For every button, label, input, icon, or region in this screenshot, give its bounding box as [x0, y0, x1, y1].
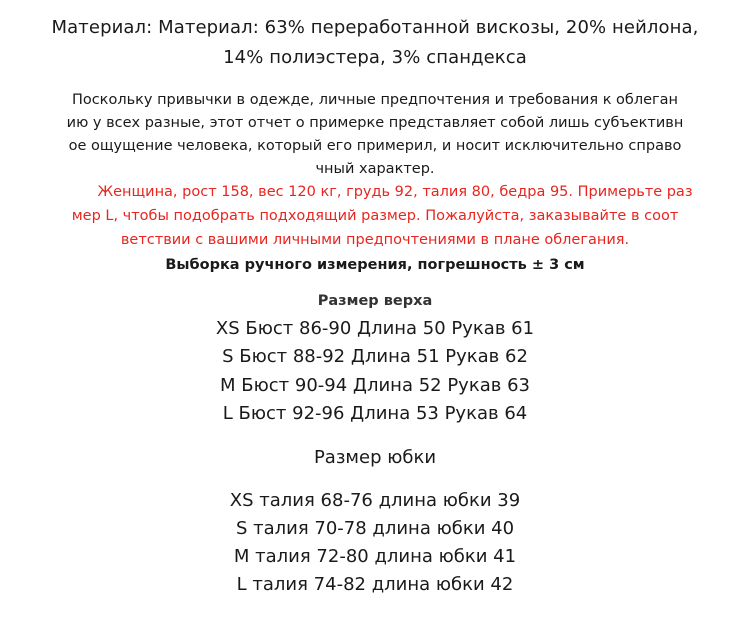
skirt-size-title: Размер юбки [313, 447, 437, 468]
skirt-size-row-m: M талия 72-80 длина юбки 41 [233, 546, 517, 567]
fit-report-line-3: ветствии с вашими личными предпочтениями в плане облегания. [120, 232, 630, 248]
skirt-size-row-s: S талия 70-78 длина юбки 40 [235, 518, 515, 539]
fit-report-line-2: мер L, чтобы подобрать подходящий размер. Пожалуйста, заказывайте в соот [71, 208, 679, 224]
skirt-size-row-l: L талия 74-82 длина юбки 42 [236, 574, 514, 595]
disclaimer-line-4: чный характер. [315, 161, 435, 177]
material-line-2: 14% полиэстера, 3% спандекса [223, 47, 527, 68]
disclaimer-line-2: ию у всех разные, этот отчет о примерке представляет собой лишь субъективн [66, 115, 684, 131]
top-size-title: Размер верха [317, 293, 433, 309]
top-size-row-s: S Бюст 88-92 Длина 51 Рукав 62 [222, 346, 528, 367]
disclaimer-line-3: ое ощущение человека, который его примерил, и носит исключительно справо [68, 138, 682, 154]
top-size-row-l: L Бюст 92-96 Длина 53 Рукав 64 [222, 403, 528, 424]
disclaimer-line-1: Поскольку привычки в одежде, личные предпочтения и требования к облеган [71, 92, 679, 108]
skirt-size-row-xs: XS талия 68-76 длина юбки 39 [229, 490, 521, 511]
top-size-row-xs: XS Бюст 86-90 Длина 50 Рукав 61 [215, 318, 535, 339]
measurement-note: Выборка ручного измерения, погрешность ± 3 см [165, 257, 585, 273]
material-line-1: Материал: Материал: 63% переработанной вискозы, 20% нейлона, [51, 17, 699, 38]
fit-report-line-1: Женщина, рост 158, вес 120 кг, грудь 92, талия 80, бедра 95. Примерьте раз [97, 184, 693, 200]
top-size-row-m: M Бюст 90-94 Длина 52 Рукав 63 [220, 375, 530, 396]
